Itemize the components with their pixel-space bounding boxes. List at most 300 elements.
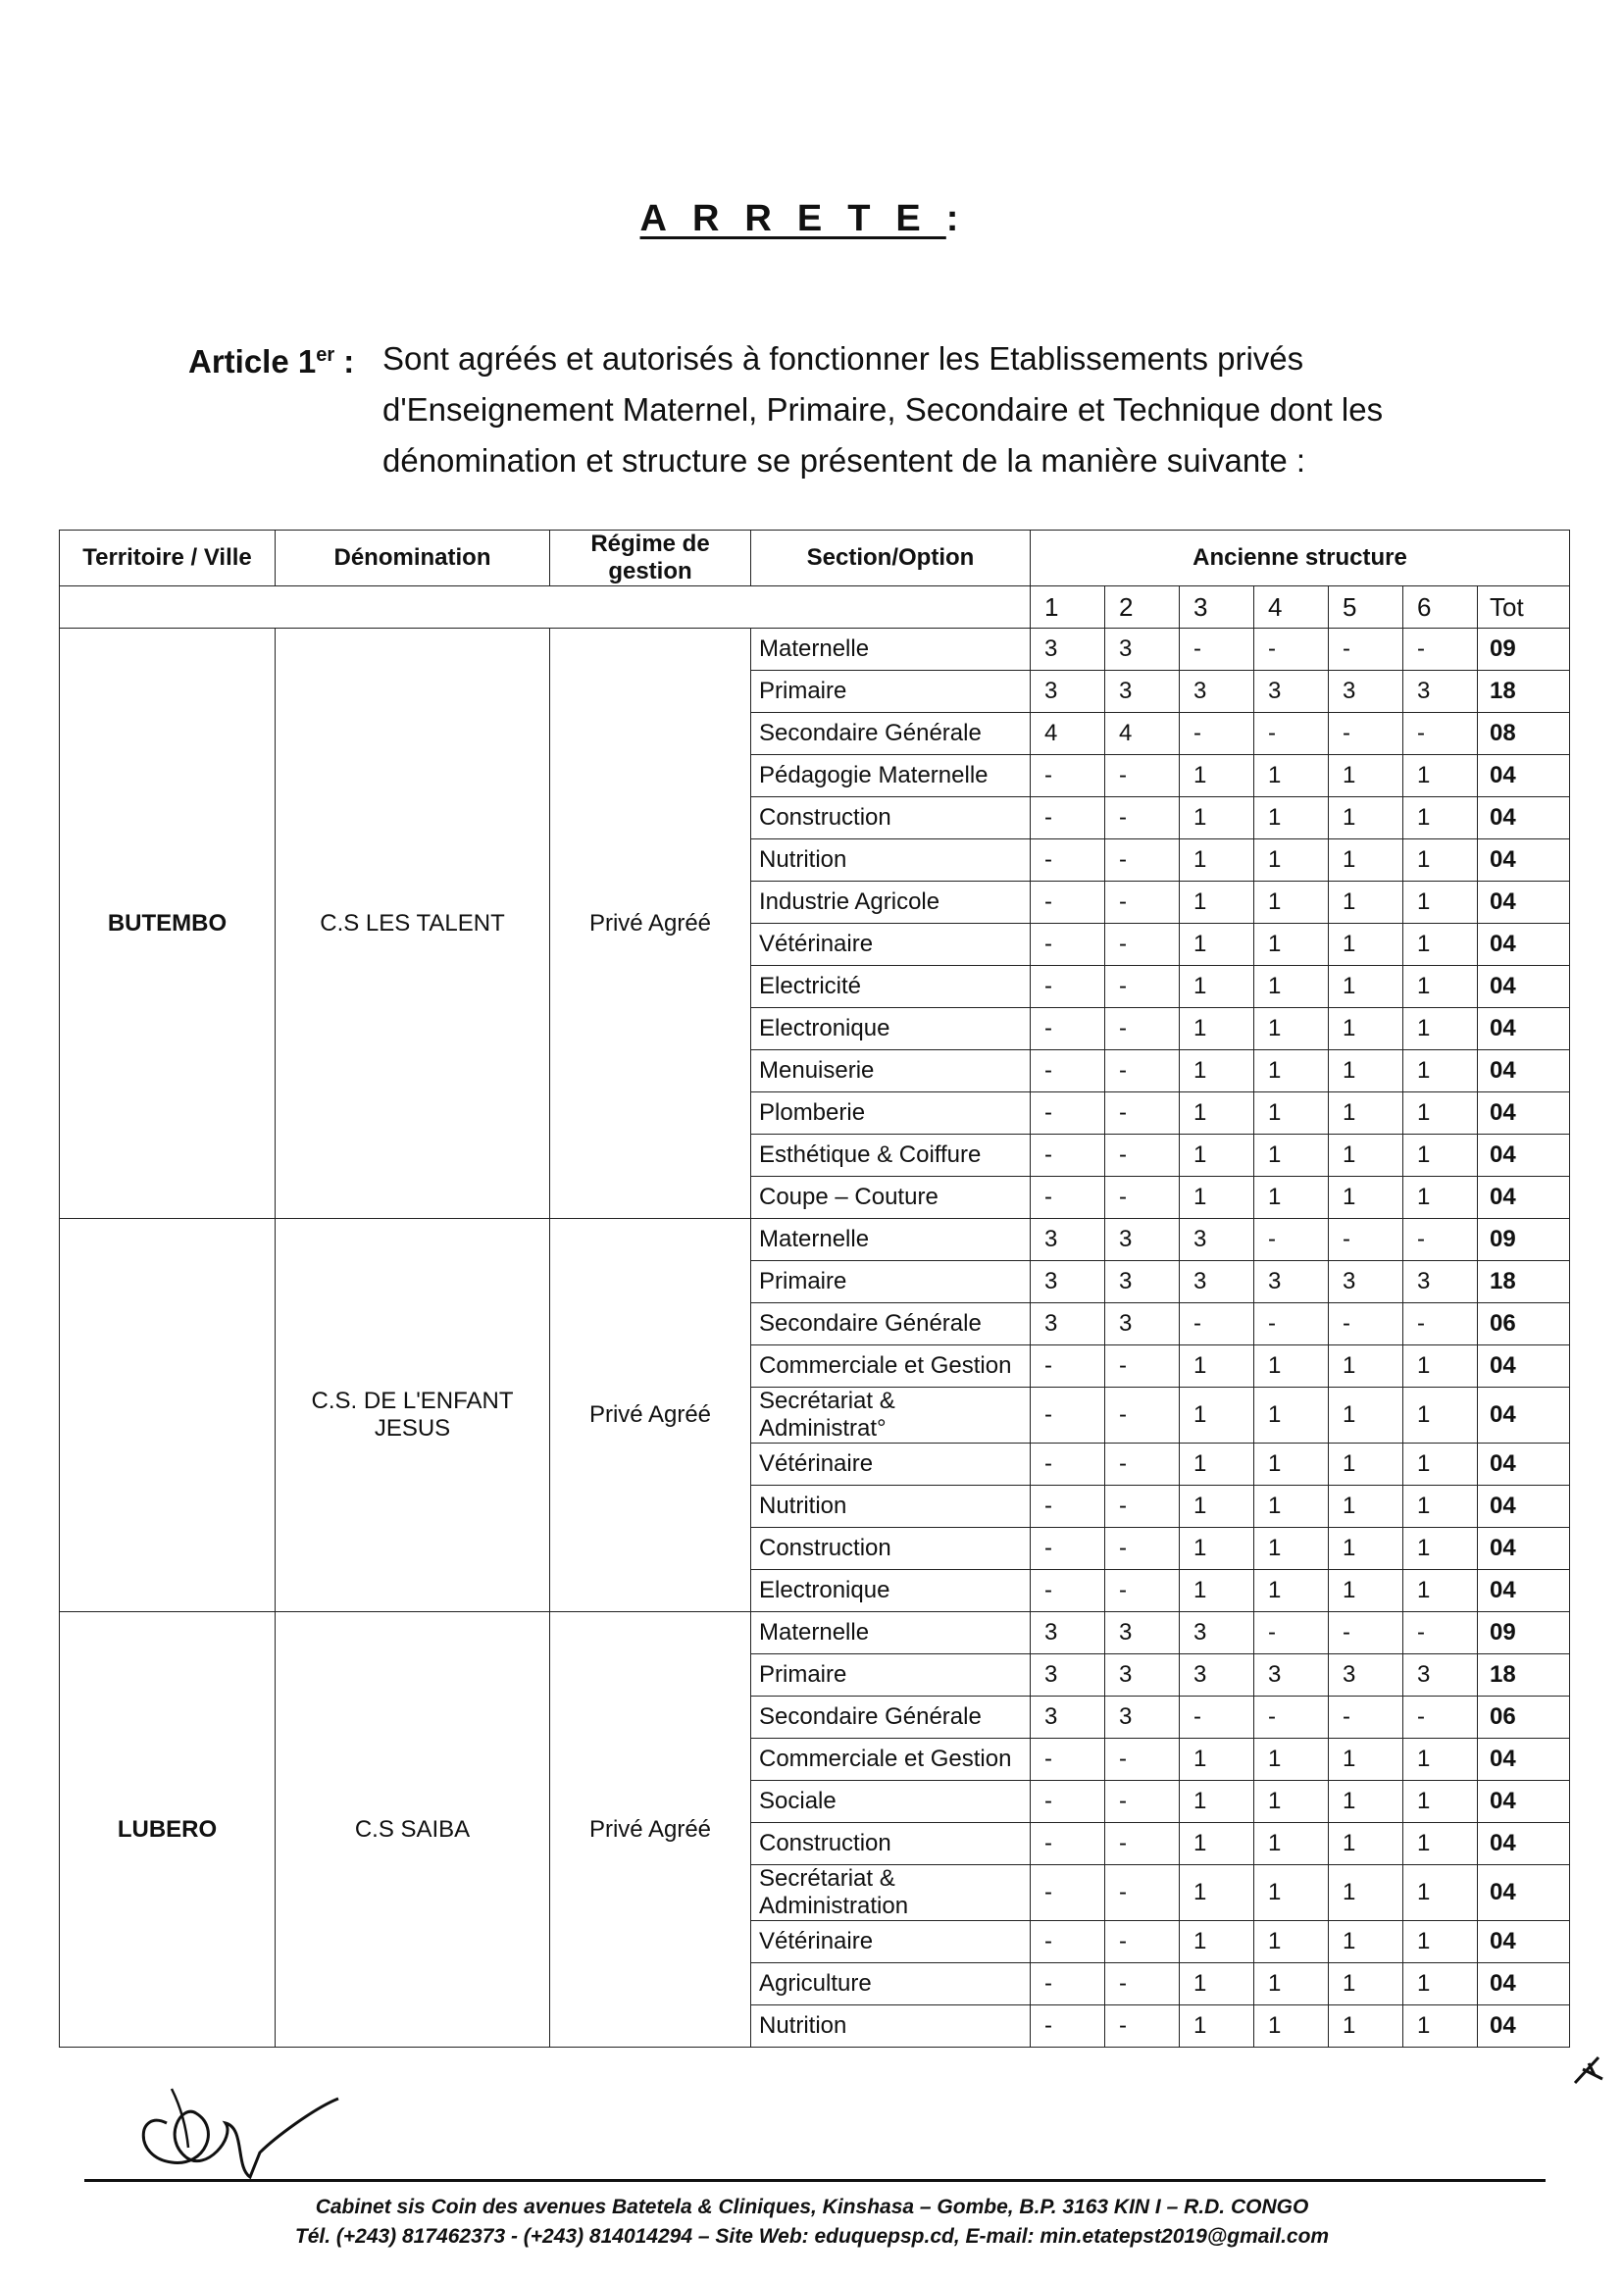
year-5-cell: 1 (1329, 1135, 1403, 1177)
total-cell: 04 (1478, 755, 1570, 797)
year-4-cell: 1 (1254, 1570, 1329, 1612)
option-cell: Electronique (751, 1008, 1031, 1050)
year-4-cell: - (1254, 713, 1329, 755)
option-cell: Menuiserie (751, 1050, 1031, 1092)
year-6-cell: 1 (1403, 1570, 1478, 1612)
year-2-cell: - (1105, 882, 1180, 924)
year-3-cell: 1 (1180, 924, 1254, 966)
year-4-cell: 1 (1254, 1092, 1329, 1135)
year-1-cell: - (1031, 1444, 1105, 1486)
year-6-cell: 1 (1403, 1177, 1478, 1219)
year-6-cell: 3 (1403, 1261, 1478, 1303)
option-cell: Nutrition (751, 2005, 1031, 2048)
year-6-cell: 1 (1403, 2005, 1478, 2048)
header-denomination: Dénomination (276, 531, 550, 586)
year-6-cell: 1 (1403, 1135, 1478, 1177)
year-2-cell: - (1105, 1865, 1180, 1921)
sub-header-4: 4 (1254, 586, 1329, 629)
footer (0, 2193, 1624, 2252)
year-2-cell: 3 (1105, 1697, 1180, 1739)
year-5-cell: - (1329, 1697, 1403, 1739)
year-6-cell: 1 (1403, 1781, 1478, 1823)
year-2-cell: - (1105, 1823, 1180, 1865)
year-5-cell: 1 (1329, 1092, 1403, 1135)
option-cell: Sociale (751, 1781, 1031, 1823)
option-cell: Vétérinaire (751, 1921, 1031, 1963)
option-cell: Electricité (751, 966, 1031, 1008)
year-3-cell: 3 (1180, 1261, 1254, 1303)
year-3-cell: 1 (1180, 1177, 1254, 1219)
year-1-cell: - (1031, 1050, 1105, 1092)
year-6-cell: 1 (1403, 1921, 1478, 1963)
option-cell: Vétérinaire (751, 1444, 1031, 1486)
year-3-cell: 3 (1180, 671, 1254, 713)
year-4-cell: 1 (1254, 966, 1329, 1008)
total-cell: 04 (1478, 1444, 1570, 1486)
year-3-cell: 1 (1180, 1008, 1254, 1050)
year-5-cell: 1 (1329, 1739, 1403, 1781)
year-4-cell: 3 (1254, 671, 1329, 713)
year-3-cell: 1 (1180, 1570, 1254, 1612)
option-cell: Coupe – Couture (751, 1177, 1031, 1219)
total-cell: 06 (1478, 1303, 1570, 1345)
year-4-cell: 1 (1254, 1345, 1329, 1388)
header-row (60, 531, 1570, 586)
year-6-cell: 1 (1403, 839, 1478, 882)
year-4-cell: 1 (1254, 1135, 1329, 1177)
year-1-cell: - (1031, 1781, 1105, 1823)
year-3-cell: 3 (1180, 1612, 1254, 1654)
year-2-cell: - (1105, 2005, 1180, 2048)
article-label-colon: : (334, 343, 355, 380)
year-4-cell: 1 (1254, 2005, 1329, 2048)
year-2-cell: - (1105, 1345, 1180, 1388)
initials-mark (1569, 2050, 1608, 2089)
year-4-cell: 1 (1254, 1865, 1329, 1921)
year-4-cell: 1 (1254, 755, 1329, 797)
article-label (188, 343, 354, 380)
sub-header-1: 1 (1031, 586, 1105, 629)
header-ancienne-structure: Ancienne structure (1031, 531, 1570, 586)
year-2-cell: 3 (1105, 1261, 1180, 1303)
year-4-cell: 1 (1254, 1528, 1329, 1570)
year-2-cell: - (1105, 1135, 1180, 1177)
option-cell: Nutrition (751, 839, 1031, 882)
option-cell: Commerciale et Gestion (751, 1345, 1031, 1388)
denomination-cell: C.S SAIBA (276, 1612, 550, 2048)
year-6-cell: 1 (1403, 1486, 1478, 1528)
signature (127, 2069, 343, 2197)
year-6-cell: 3 (1403, 1654, 1478, 1697)
year-4-cell: - (1254, 629, 1329, 671)
header-section: Section/Option (751, 531, 1031, 586)
year-6-cell: - (1403, 1303, 1478, 1345)
year-5-cell: 3 (1329, 1261, 1403, 1303)
total-cell: 18 (1478, 1654, 1570, 1697)
year-3-cell: - (1180, 1303, 1254, 1345)
year-2-cell: - (1105, 1050, 1180, 1092)
territoire-cell: BUTEMBO (60, 629, 276, 1219)
year-2-cell: 3 (1105, 1654, 1180, 1697)
year-3-cell: 1 (1180, 797, 1254, 839)
total-cell: 04 (1478, 1135, 1570, 1177)
table-row (60, 629, 1570, 671)
year-2-cell: - (1105, 1486, 1180, 1528)
year-3-cell: 1 (1180, 1444, 1254, 1486)
header-regime: Régime de gestion (550, 531, 751, 586)
year-3-cell: 1 (1180, 1486, 1254, 1528)
year-6-cell: 1 (1403, 1739, 1478, 1781)
year-2-cell: - (1105, 1528, 1180, 1570)
year-3-cell: 1 (1180, 1781, 1254, 1823)
year-3-cell: - (1180, 713, 1254, 755)
total-cell: 04 (1478, 1177, 1570, 1219)
regime-cell: Privé Agréé (550, 1612, 751, 2048)
year-3-cell: 3 (1180, 1219, 1254, 1261)
year-6-cell: 1 (1403, 1444, 1478, 1486)
year-4-cell: 1 (1254, 924, 1329, 966)
year-5-cell: 1 (1329, 1050, 1403, 1092)
option-cell: Primaire (751, 1261, 1031, 1303)
option-cell: Plomberie (751, 1092, 1031, 1135)
total-cell: 04 (1478, 1921, 1570, 1963)
regime-cell: Privé Agréé (550, 629, 751, 1219)
year-6-cell: 1 (1403, 1865, 1478, 1921)
year-2-cell: - (1105, 797, 1180, 839)
year-2-cell: 3 (1105, 1612, 1180, 1654)
total-cell: 04 (1478, 882, 1570, 924)
option-cell: Secondaire Générale (751, 1303, 1031, 1345)
total-cell: 04 (1478, 1092, 1570, 1135)
total-cell: 18 (1478, 1261, 1570, 1303)
year-4-cell: 1 (1254, 1781, 1329, 1823)
option-cell: Electronique (751, 1570, 1031, 1612)
year-1-cell: - (1031, 1865, 1105, 1921)
total-cell: 09 (1478, 1219, 1570, 1261)
total-cell: 04 (1478, 1865, 1570, 1921)
total-cell: 04 (1478, 924, 1570, 966)
option-cell: Maternelle (751, 629, 1031, 671)
year-5-cell: - (1329, 1612, 1403, 1654)
sub-header-tot: Tot (1478, 586, 1570, 629)
year-6-cell: 1 (1403, 1345, 1478, 1388)
title-colon: : (945, 198, 985, 239)
year-6-cell: 1 (1403, 1963, 1478, 2005)
year-3-cell: 1 (1180, 2005, 1254, 2048)
sub-header-blank (60, 586, 1031, 629)
year-2-cell: 3 (1105, 671, 1180, 713)
territoire-cell: LUBERO (60, 1612, 276, 2048)
year-1-cell: - (1031, 1823, 1105, 1865)
year-5-cell: 1 (1329, 1963, 1403, 2005)
year-6-cell: 1 (1403, 1008, 1478, 1050)
year-1-cell: - (1031, 1921, 1105, 1963)
year-3-cell: - (1180, 1697, 1254, 1739)
year-1-cell: 3 (1031, 1261, 1105, 1303)
footer-divider (84, 2179, 1546, 2182)
year-1-cell: - (1031, 1092, 1105, 1135)
year-2-cell: - (1105, 1963, 1180, 2005)
total-cell: 04 (1478, 839, 1570, 882)
year-4-cell: 3 (1254, 1654, 1329, 1697)
year-5-cell: 1 (1329, 1444, 1403, 1486)
year-1-cell: - (1031, 755, 1105, 797)
table-row (60, 1612, 1570, 1654)
year-2-cell: - (1105, 755, 1180, 797)
total-cell: 04 (1478, 1739, 1570, 1781)
year-3-cell: 1 (1180, 1050, 1254, 1092)
year-4-cell: 1 (1254, 1444, 1329, 1486)
sub-header-row (60, 586, 1570, 629)
year-4-cell: 1 (1254, 1823, 1329, 1865)
year-2-cell: - (1105, 1444, 1180, 1486)
year-1-cell: - (1031, 1570, 1105, 1612)
year-4-cell: 1 (1254, 1963, 1329, 2005)
year-1-cell: 3 (1031, 1303, 1105, 1345)
year-4-cell: - (1254, 1697, 1329, 1739)
total-cell: 04 (1478, 1345, 1570, 1388)
total-cell: 04 (1478, 1528, 1570, 1570)
year-4-cell: 1 (1254, 1921, 1329, 1963)
year-1-cell: - (1031, 1345, 1105, 1388)
sub-header-5: 5 (1329, 586, 1403, 629)
option-cell: Secondaire Générale (751, 1697, 1031, 1739)
table-row (60, 1219, 1570, 1261)
year-6-cell: 1 (1403, 1092, 1478, 1135)
year-3-cell: 1 (1180, 1388, 1254, 1444)
option-cell: Pédagogie Maternelle (751, 755, 1031, 797)
year-5-cell: 1 (1329, 1345, 1403, 1388)
total-cell: 04 (1478, 1823, 1570, 1865)
header-territoire: Territoire / Ville (60, 531, 276, 586)
article-text: Sont agréés et autorisés à fonctionner les Etablissements privés d'Enseignement Maternel, Primaire, Secondaire et Technique dont les dénomination et structure se présentent de la manière suivante : (382, 340, 1384, 479)
year-6-cell: 1 (1403, 797, 1478, 839)
year-2-cell: - (1105, 1739, 1180, 1781)
year-1-cell: 3 (1031, 1697, 1105, 1739)
year-5-cell: 1 (1329, 755, 1403, 797)
total-cell: 08 (1478, 713, 1570, 755)
year-6-cell: 1 (1403, 882, 1478, 924)
year-5-cell: 1 (1329, 882, 1403, 924)
year-3-cell: 1 (1180, 1528, 1254, 1570)
year-2-cell: - (1105, 1008, 1180, 1050)
year-5-cell: 1 (1329, 924, 1403, 966)
total-cell: 04 (1478, 1781, 1570, 1823)
total-cell: 04 (1478, 2005, 1570, 2048)
year-3-cell: 1 (1180, 1823, 1254, 1865)
year-4-cell: 1 (1254, 1050, 1329, 1092)
year-1-cell: - (1031, 839, 1105, 882)
year-2-cell: - (1105, 839, 1180, 882)
option-cell: Vétérinaire (751, 924, 1031, 966)
year-4-cell: 1 (1254, 1739, 1329, 1781)
year-1-cell: - (1031, 1739, 1105, 1781)
year-6-cell: - (1403, 1612, 1478, 1654)
year-3-cell: 1 (1180, 966, 1254, 1008)
year-5-cell: 1 (1329, 1177, 1403, 1219)
year-4-cell: 1 (1254, 1388, 1329, 1444)
structure-table (59, 530, 1570, 2048)
year-2-cell: - (1105, 1177, 1180, 1219)
sub-header-3: 3 (1180, 586, 1254, 629)
year-4-cell: 3 (1254, 1261, 1329, 1303)
page-title (0, 198, 1624, 240)
option-cell: Commerciale et Gestion (751, 1739, 1031, 1781)
year-1-cell: - (1031, 1528, 1105, 1570)
table-body (60, 629, 1570, 2048)
year-2-cell: 4 (1105, 713, 1180, 755)
year-4-cell: - (1254, 1303, 1329, 1345)
option-cell: Primaire (751, 1654, 1031, 1697)
total-cell: 18 (1478, 671, 1570, 713)
year-5-cell: 1 (1329, 1865, 1403, 1921)
year-5-cell: 1 (1329, 1781, 1403, 1823)
year-3-cell: 1 (1180, 755, 1254, 797)
year-5-cell: - (1329, 1303, 1403, 1345)
year-5-cell: 1 (1329, 1570, 1403, 1612)
year-3-cell: 1 (1180, 1135, 1254, 1177)
year-5-cell: 3 (1329, 671, 1403, 713)
regime-cell: Privé Agréé (550, 1219, 751, 1612)
year-2-cell: - (1105, 1781, 1180, 1823)
year-5-cell: 1 (1329, 966, 1403, 1008)
year-1-cell: - (1031, 1486, 1105, 1528)
year-5-cell: 1 (1329, 2005, 1403, 2048)
option-cell: Construction (751, 1823, 1031, 1865)
option-cell: Maternelle (751, 1219, 1031, 1261)
option-cell: Primaire (751, 671, 1031, 713)
total-cell: 04 (1478, 1486, 1570, 1528)
option-cell: Secondaire Générale (751, 713, 1031, 755)
year-5-cell: 1 (1329, 839, 1403, 882)
year-6-cell: - (1403, 629, 1478, 671)
year-2-cell: - (1105, 1570, 1180, 1612)
year-6-cell: 1 (1403, 755, 1478, 797)
sub-header-2: 2 (1105, 586, 1180, 629)
year-4-cell: - (1254, 1612, 1329, 1654)
total-cell: 04 (1478, 1388, 1570, 1444)
option-cell: Industrie Agricole (751, 882, 1031, 924)
option-cell: Maternelle (751, 1612, 1031, 1654)
year-3-cell: 1 (1180, 1345, 1254, 1388)
year-6-cell: 1 (1403, 1823, 1478, 1865)
denomination-cell: C.S. DE L'ENFANT JESUS (276, 1219, 550, 1612)
year-3-cell: 1 (1180, 1865, 1254, 1921)
total-cell: 04 (1478, 1963, 1570, 2005)
year-1-cell: - (1031, 966, 1105, 1008)
year-4-cell: 1 (1254, 882, 1329, 924)
option-cell: Secrétariat & Administration (751, 1865, 1031, 1921)
year-3-cell: 1 (1180, 882, 1254, 924)
territoire-cell (60, 1219, 276, 1612)
year-4-cell: 1 (1254, 797, 1329, 839)
denomination-cell: C.S LES TALENT (276, 629, 550, 1219)
year-1-cell: - (1031, 1963, 1105, 2005)
year-6-cell: 1 (1403, 924, 1478, 966)
year-1-cell: - (1031, 1177, 1105, 1219)
year-6-cell: 3 (1403, 671, 1478, 713)
article-label-text: Article 1 (188, 343, 317, 380)
footer-contact: Tél. (+243) 817462373 - (+243) 814014294 – Site Web: eduquepsp.cd, E-mail: min.etatepst2019@gmail.com (294, 2225, 1330, 2248)
year-1-cell: 3 (1031, 671, 1105, 713)
year-3-cell: 1 (1180, 1739, 1254, 1781)
title-text: ARRETE (639, 198, 946, 239)
year-5-cell: 1 (1329, 1008, 1403, 1050)
sub-header-6: 6 (1403, 586, 1478, 629)
year-4-cell: 1 (1254, 1008, 1329, 1050)
year-5-cell: - (1329, 713, 1403, 755)
option-cell: Esthétique & Coiffure (751, 1135, 1031, 1177)
total-cell: 06 (1478, 1697, 1570, 1739)
year-1-cell: 3 (1031, 1654, 1105, 1697)
total-cell: 04 (1478, 797, 1570, 839)
year-5-cell: 1 (1329, 1823, 1403, 1865)
year-5-cell: 1 (1329, 1921, 1403, 1963)
article-label-sup: er (316, 344, 335, 366)
year-6-cell: 1 (1403, 1050, 1478, 1092)
year-2-cell: - (1105, 1921, 1180, 1963)
year-2-cell: 3 (1105, 1303, 1180, 1345)
total-cell: 04 (1478, 1008, 1570, 1050)
total-cell: 04 (1478, 1570, 1570, 1612)
year-2-cell: - (1105, 924, 1180, 966)
year-1-cell: 3 (1031, 1612, 1105, 1654)
option-cell: Agriculture (751, 1963, 1031, 2005)
year-1-cell: - (1031, 1388, 1105, 1444)
year-5-cell: 3 (1329, 1654, 1403, 1697)
year-1-cell: - (1031, 797, 1105, 839)
year-4-cell: 1 (1254, 1177, 1329, 1219)
year-2-cell: - (1105, 1388, 1180, 1444)
year-1-cell: - (1031, 1008, 1105, 1050)
total-cell: 04 (1478, 1050, 1570, 1092)
year-1-cell: - (1031, 1135, 1105, 1177)
year-1-cell: - (1031, 882, 1105, 924)
total-cell: 04 (1478, 966, 1570, 1008)
year-3-cell: 1 (1180, 1092, 1254, 1135)
total-cell: 09 (1478, 629, 1570, 671)
option-cell: Construction (751, 797, 1031, 839)
year-3-cell: - (1180, 629, 1254, 671)
year-4-cell: 1 (1254, 1486, 1329, 1528)
year-3-cell: 3 (1180, 1654, 1254, 1697)
year-6-cell: - (1403, 1697, 1478, 1739)
year-6-cell: 1 (1403, 1528, 1478, 1570)
year-1-cell: - (1031, 2005, 1105, 2048)
year-5-cell: 1 (1329, 1528, 1403, 1570)
option-cell: Secrétariat & Administrat° (751, 1388, 1031, 1444)
year-2-cell: 3 (1105, 629, 1180, 671)
year-1-cell: 3 (1031, 629, 1105, 671)
year-3-cell: 1 (1180, 839, 1254, 882)
year-2-cell: - (1105, 1092, 1180, 1135)
year-4-cell: 1 (1254, 839, 1329, 882)
year-6-cell: 1 (1403, 1388, 1478, 1444)
year-1-cell: 4 (1031, 713, 1105, 755)
option-cell: Nutrition (751, 1486, 1031, 1528)
year-6-cell: 1 (1403, 966, 1478, 1008)
year-5-cell: 1 (1329, 1388, 1403, 1444)
year-5-cell: 1 (1329, 1486, 1403, 1528)
year-4-cell: - (1254, 1219, 1329, 1261)
year-5-cell: - (1329, 1219, 1403, 1261)
year-1-cell: 3 (1031, 1219, 1105, 1261)
year-1-cell: - (1031, 924, 1105, 966)
year-3-cell: 1 (1180, 1963, 1254, 2005)
footer-address: Cabinet sis Coin des avenues Batetela & Cliniques, Kinshasa – Gombe, B.P. 3163 KIN I – R.D. CONGO (315, 2196, 1309, 2218)
option-cell: Construction (751, 1528, 1031, 1570)
year-2-cell: - (1105, 966, 1180, 1008)
